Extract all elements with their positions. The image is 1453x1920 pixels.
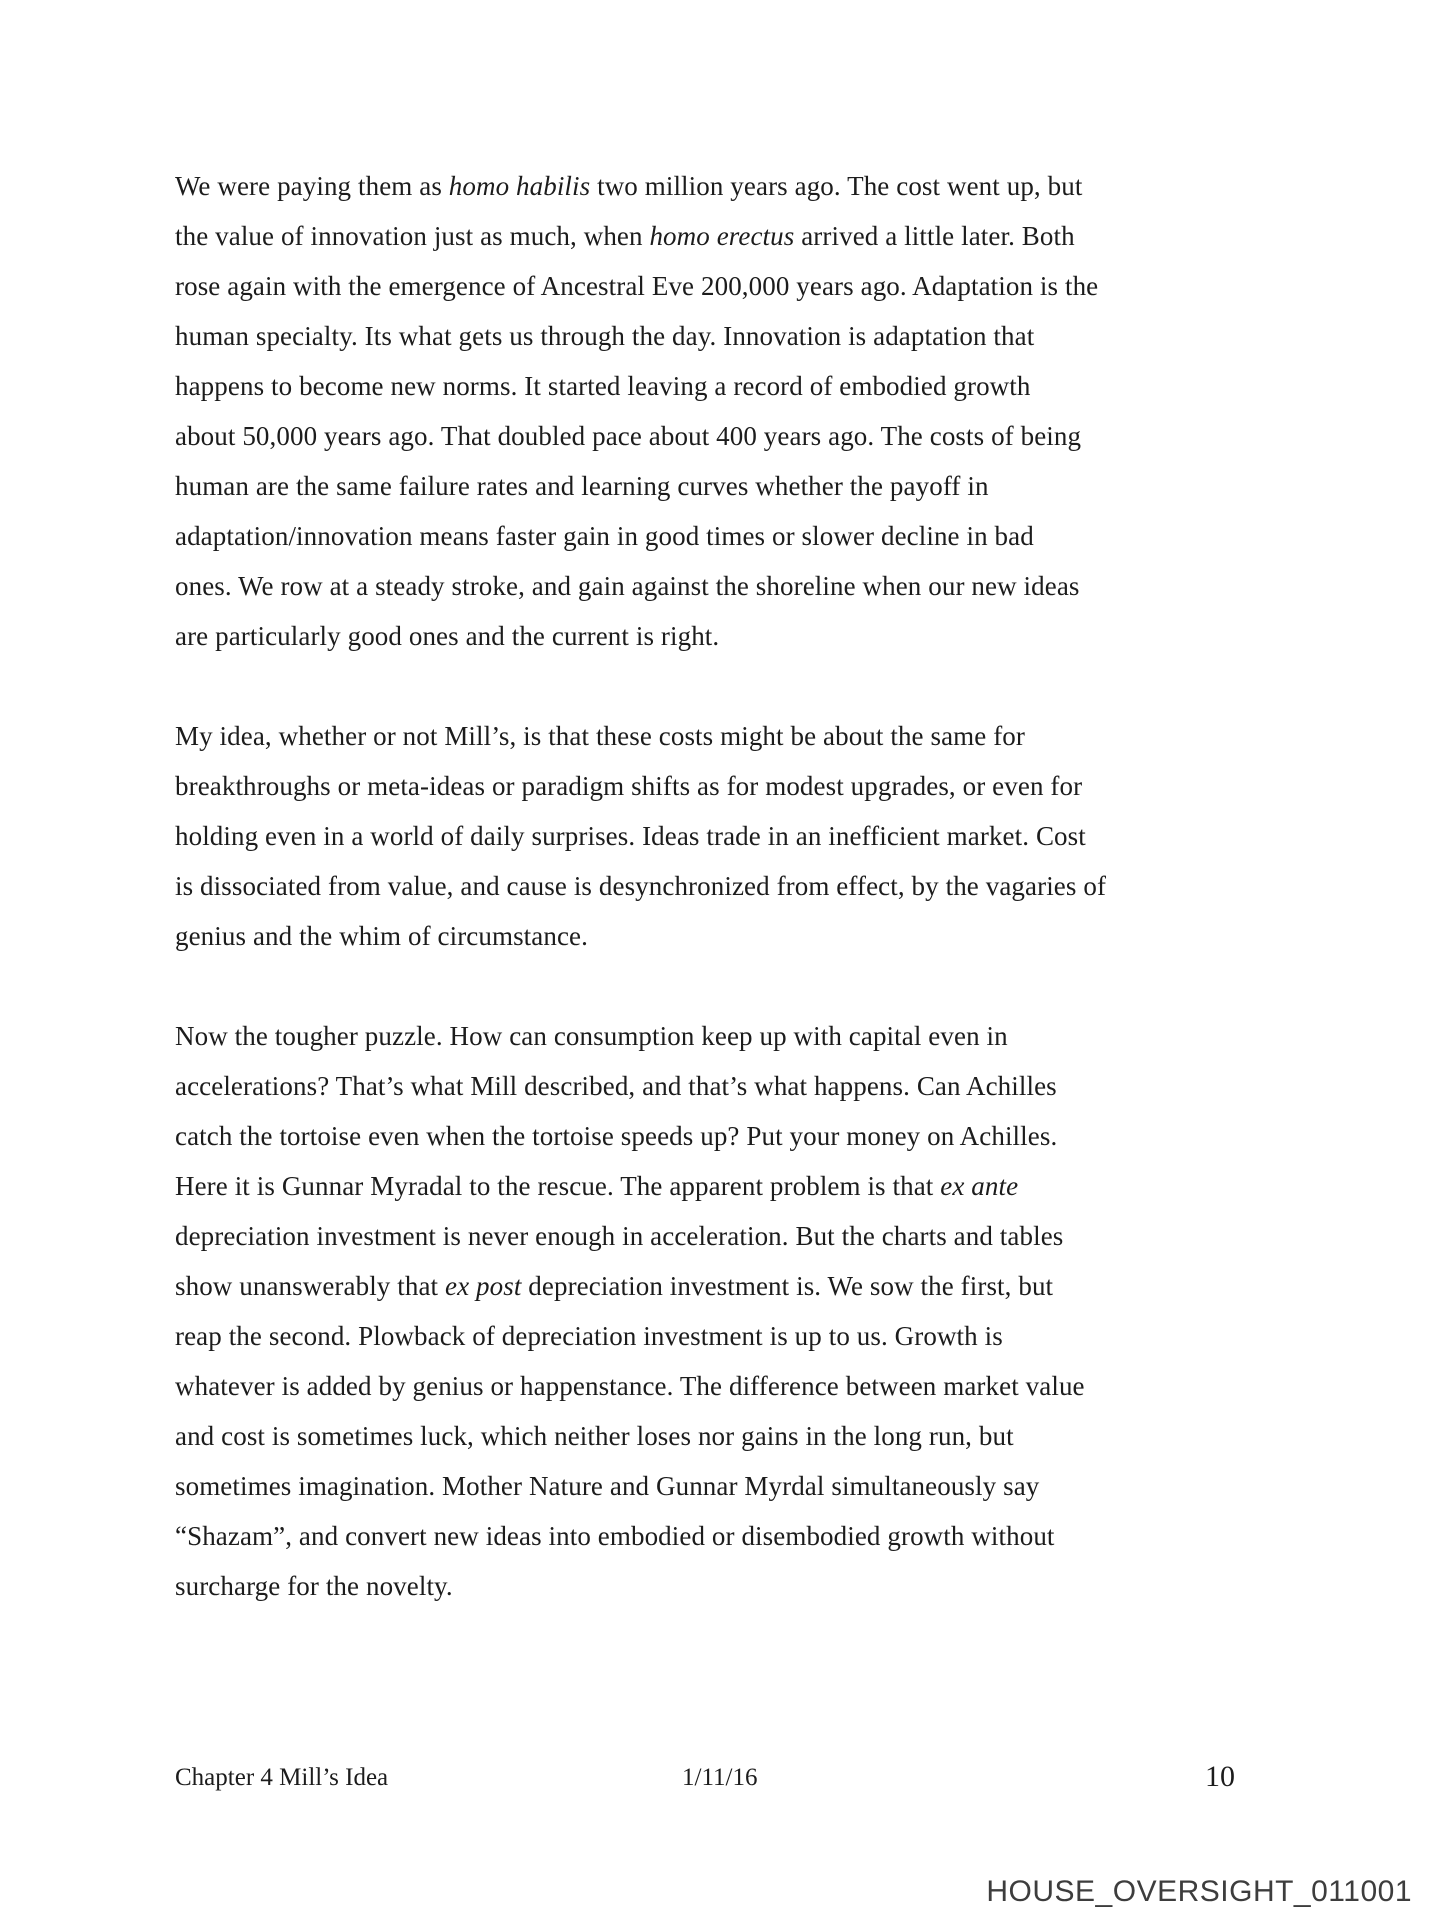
text-line: are particularly good ones and the current is right. bbox=[175, 621, 720, 651]
text-line: and cost is sometimes luck, which neither loses nor gains in the long run, but bbox=[175, 1421, 1014, 1451]
text-line: My idea, whether or not Mill’s, is that these costs might be about the same for bbox=[175, 721, 1025, 751]
text-line: show unanswerably that ex post depreciation investment is. We sow the first, but bbox=[175, 1271, 1054, 1301]
page-number: 10 bbox=[1205, 1760, 1235, 1793]
text-line: genius and the whim of circumstance. bbox=[175, 921, 588, 951]
text-line: breakthroughs or meta-ideas or paradigm shifts as for modest upgrades, or even for bbox=[175, 771, 1083, 801]
text-line: Here it is Gunnar Myradal to the rescue. The apparent problem is that ex ante bbox=[175, 1171, 1019, 1201]
text-line: reap the second. Plowback of depreciation investment is up to us. Growth is bbox=[175, 1321, 1003, 1351]
text-line: the value of innovation just as much, when homo erectus arrived a little later. Both bbox=[175, 221, 1075, 251]
text-line: “Shazam”, and convert new ideas into embodied or disembodied growth without bbox=[175, 1521, 1055, 1551]
text-line: surcharge for the novelty. bbox=[175, 1571, 453, 1601]
footer-chapter-label: Chapter 4 Mill’s Idea bbox=[175, 1764, 389, 1791]
text-line: We were paying them as homo habilis two million years ago. The cost went up, but bbox=[175, 171, 1083, 201]
text-block bbox=[175, 161, 1106, 1661]
text-line: sometimes imagination. Mother Nature and Gunnar Myrdal simultaneously say bbox=[175, 1471, 1040, 1501]
text-line: human are the same failure rates and learning curves whether the payoff in bbox=[175, 471, 989, 501]
footer-date: 1/11/16 bbox=[682, 1764, 758, 1791]
text-line: depreciation investment is never enough in acceleration. But the charts and tables bbox=[175, 1221, 1064, 1251]
text-line: Now the tougher puzzle. How can consumption keep up with capital even in bbox=[175, 1021, 1008, 1051]
text-line: about 50,000 years ago. That doubled pace about 400 years ago. The costs of being bbox=[175, 421, 1082, 451]
bates-stamp: HOUSE_OVERSIGHT_011001 bbox=[986, 1875, 1412, 1908]
paragraph bbox=[175, 161, 1106, 661]
text-line: catch the tortoise even when the tortoise speeds up? Put your money on Achilles. bbox=[175, 1121, 1058, 1151]
text-line: rose again with the emergence of Ancestral Eve 200,000 years ago. Adaptation is the bbox=[175, 271, 1099, 301]
text-line: whatever is added by genius or happenstance. The difference between market value bbox=[175, 1371, 1085, 1401]
text-line: is dissociated from value, and cause is desynchronized from effect, by the vagaries of bbox=[175, 871, 1107, 901]
text-line: holding even in a world of daily surprises. Ideas trade in an inefficient market. Cost bbox=[175, 821, 1086, 851]
text-line: ones. We row at a steady stroke, and gain against the shoreline when our new ideas bbox=[175, 571, 1080, 601]
paragraph bbox=[175, 711, 1106, 961]
text-line: accelerations? That’s what Mill described, and that’s what happens. Can Achilles bbox=[175, 1071, 1057, 1101]
text-line: human specialty. Its what gets us through the day. Innovation is adaptation that bbox=[175, 321, 1035, 351]
paragraph bbox=[175, 1011, 1106, 1611]
text-line: happens to become new norms. It started leaving a record of embodied growth bbox=[175, 371, 1031, 401]
text-line: adaptation/innovation means faster gain in good times or slower decline in bad bbox=[175, 521, 1034, 551]
